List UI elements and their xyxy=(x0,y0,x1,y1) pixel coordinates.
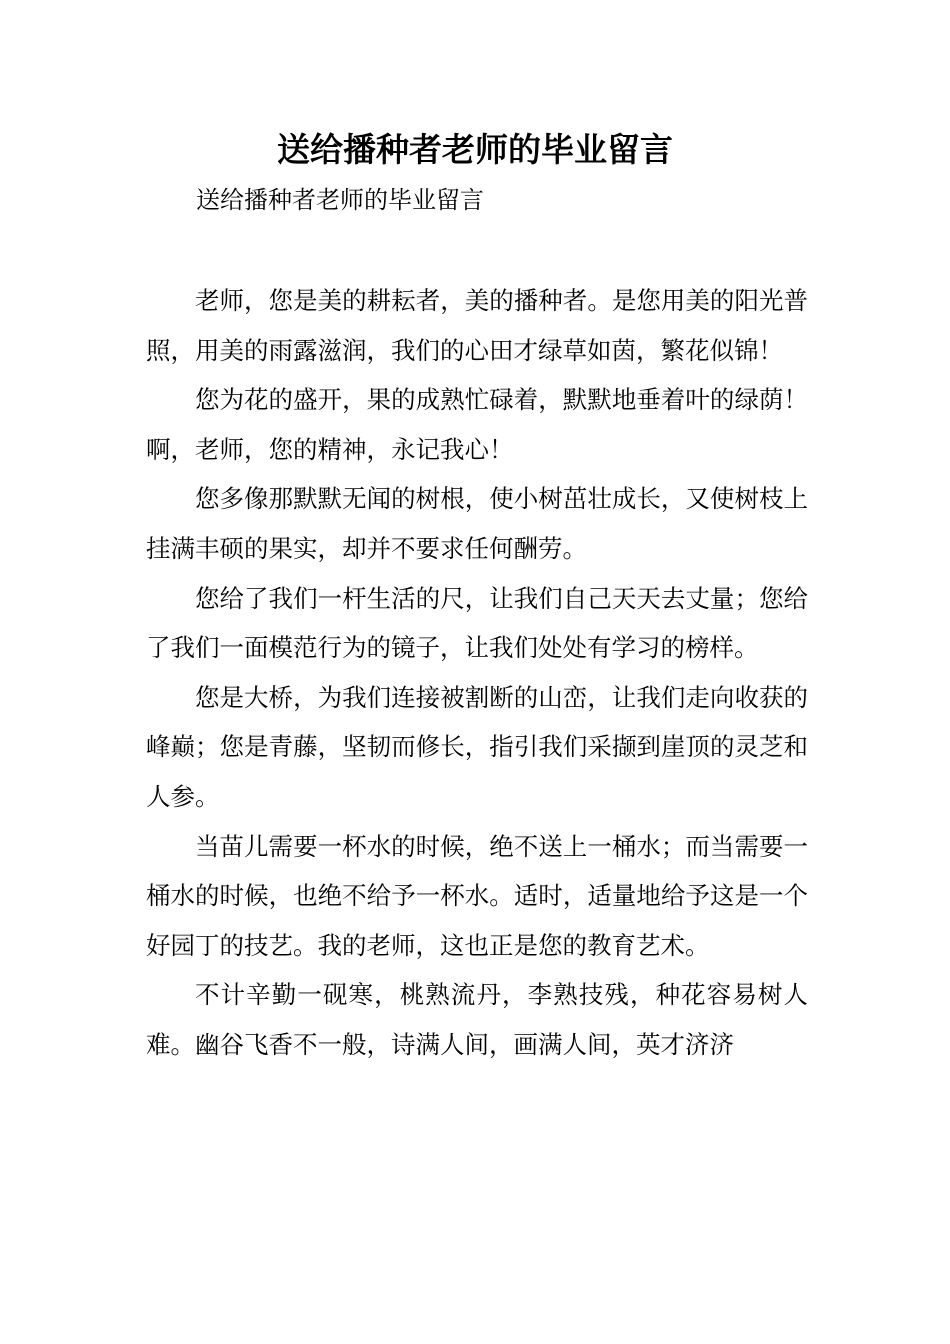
paragraph: 老师，您是美的耕耘者，美的播种者。是您用美的阳光普照，用美的雨露滋润，我们的心田才绿草如茵，繁花似锦！ xyxy=(146,286,808,365)
paragraph: 您为花的盛开，果的成熟忙碌着，默默地垂着叶的绿荫！啊，老师，您的精神，永记我心！ xyxy=(146,385,808,464)
paragraph: 当苗儿需要一杯水的时候，绝不送上一桶水；而当需要一桶水的时候，也绝不给予一杯水。适时，适量地给予这是一个好园丁的技艺。我的老师，这也正是您的教育艺术。 xyxy=(146,831,808,960)
paragraph: 您是大桥，为我们连接被割断的山峦，让我们走向收获的峰巅；您是青藤，坚韧而修长，指引我们采撷到崖顶的灵芝和人参。 xyxy=(146,682,808,811)
document-body xyxy=(146,276,808,1070)
document-title: 送给播种者老师的毕业留言 xyxy=(277,130,673,169)
paragraph: 您多像那默默无闻的树根，使小树茁壮成长，又使树枝上挂满丰硕的果实，却并不要求任何酬劳。 xyxy=(146,484,808,563)
paragraph: 您给了我们一杆生活的尺，让我们自己天天去丈量；您给了我们一面模范行为的镜子，让我们处处有学习的榜样。 xyxy=(146,583,808,663)
paragraph: 不计辛勤一砚寒，桃熟流丹，李熟技残，种花容易树人难。幽谷飞香不一般，诗满人间，画满人间，英才济济 xyxy=(146,980,808,1059)
document-subtitle: 送给播种者老师的毕业留言 xyxy=(196,186,484,214)
